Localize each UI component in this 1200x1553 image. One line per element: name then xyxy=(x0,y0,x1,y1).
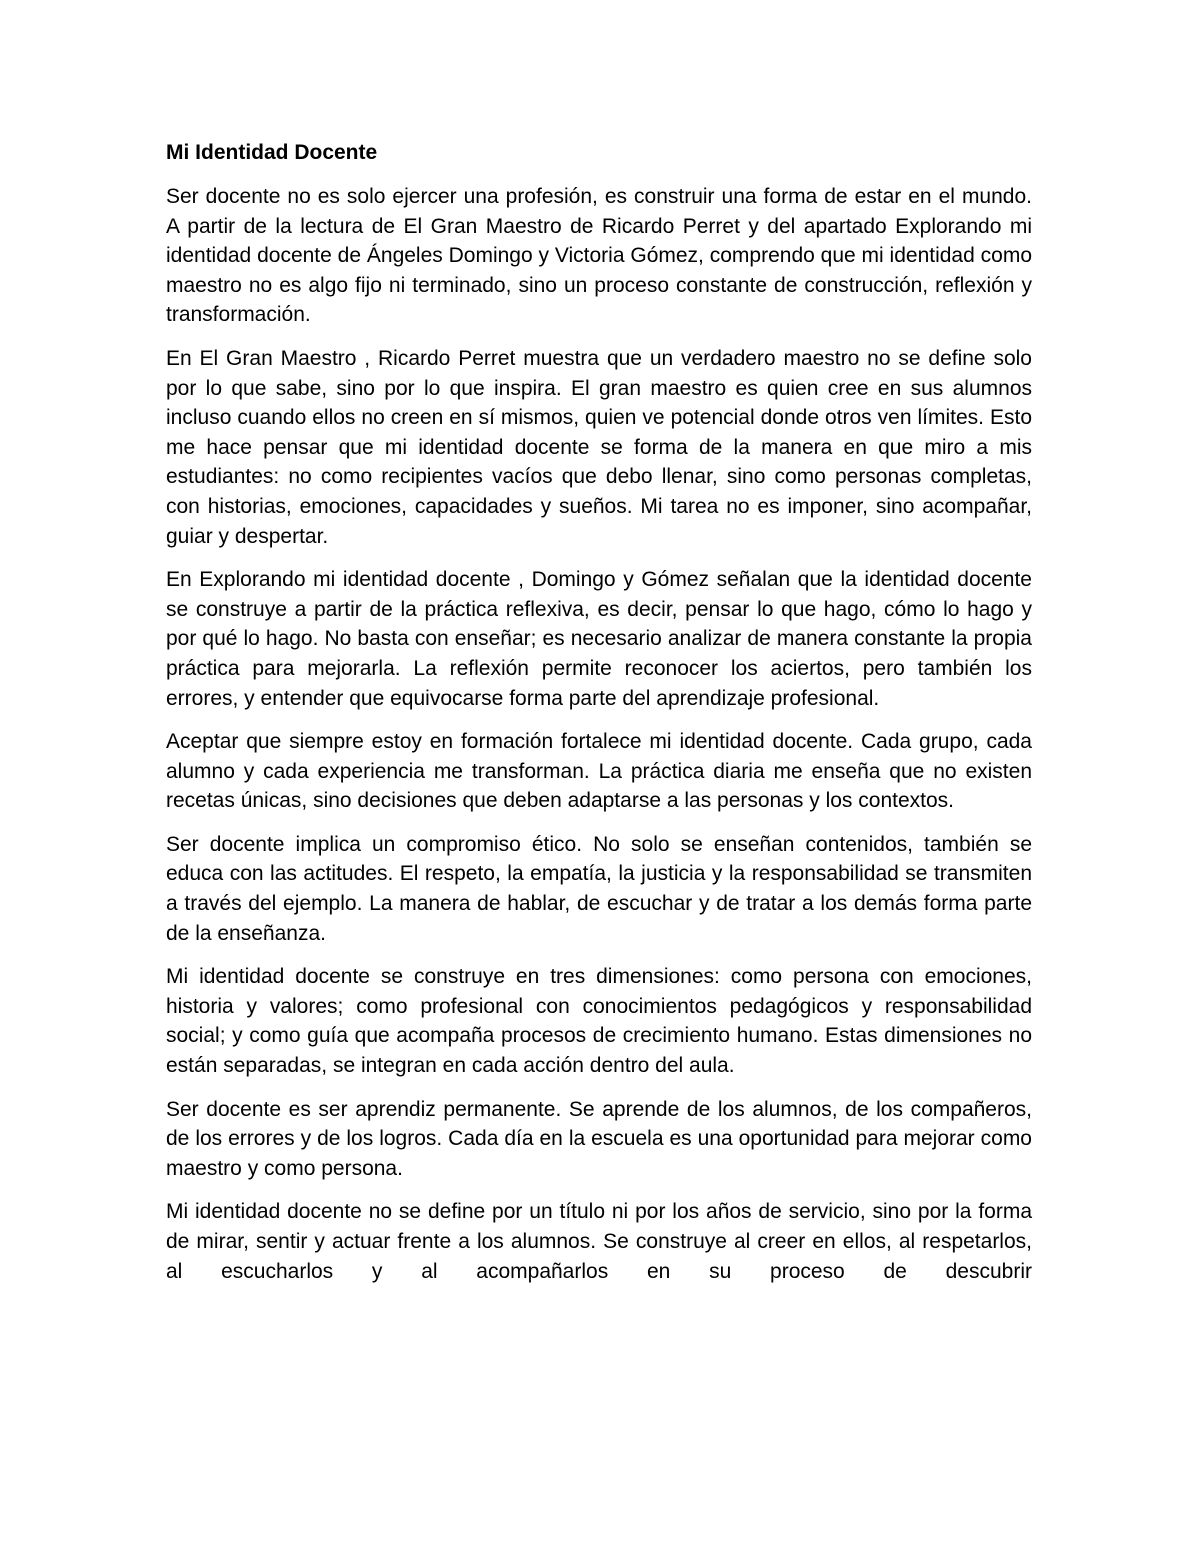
paragraph-conclusion: Mi identidad docente no se define por un título ni por los años de servicio, sino por la forma de mirar, sentir y actuar frente a los alumnos. Se construye al creer en ellos, al respetarlos, al escucharlos y al acompañarlos en su proceso de descubrir xyxy=(166,1200,1032,1283)
paragraph-gran-maestro: En El Gran Maestro , Ricardo Perret muestra que un verdadero maestro no se define solo por lo que sabe, sino por lo que inspira. El gran maestro es quien cree en sus alumnos incluso cuando ellos no creen en sí mismos, quien ve potencial donde otros ven límites. Esto me hace pensar que mi identidad docente se forma de la manera en que miro a mis estudiantes: no como recipientes vacíos que debo llenar, sino como personas completas, con historias, emociones, capacidades y sueños. Mi tarea no es imponer, sino acompañar, guiar y despertar. xyxy=(166,346,1032,548)
paragraph-aprendiz: Ser docente es ser aprendiz permanente. Se aprende de los alumnos, de los compañeros, de los errores y de los logros. Cada día en la escuela es una oportunidad para mejorar como maestro y como persona. xyxy=(166,1097,1032,1180)
document-page xyxy=(166,138,1032,1300)
paragraph-dimensiones: Mi identidad docente se construye en tres dimensiones: como persona con emociones, historia y valores; como profesional con conocimientos pedagógicos y responsabilidad social; y como guía que acompaña procesos de crecimiento humano. Estas dimensiones no están separadas, se integran en cada acción dentro del aula. xyxy=(166,965,1032,1078)
paragraph-compromiso-etico: Ser docente implica un compromiso ético. No solo se enseñan contenidos, también se educa con las actitudes. El respeto, la empatía, la justicia y la responsabilidad se transmiten a través del ejemplo. La manera de hablar, de escuchar y de tratar a los demás forma parte de la enseñanza. xyxy=(166,832,1032,945)
paragraph-intro: Ser docente no es solo ejercer una profesión, es construir una forma de estar en el mundo. A partir de la lectura de El Gran Maestro de Ricardo Perret y del apartado Explorando mi identidad docente de Ángeles Domingo y Victoria Gómez, comprendo que mi identidad como maestro no es algo fijo ni terminado, sino un proceso constante de construcción, reflexión y transformación. xyxy=(166,185,1032,327)
paragraph-explorando: En Explorando mi identidad docente , Domingo y Gómez señalan que la identidad docente se construye a partir de la práctica reflexiva, es decir, pensar lo que hago, cómo lo hago y por qué lo hago. No basta con enseñar; es necesario analizar de manera constante la propia práctica para mejorarla. La reflexión permite reconocer los aciertos, pero también los errores, y entender que equivocarse forma parte del aprendizaje profesional. xyxy=(166,568,1032,710)
document-title: Mi Identidad Docente xyxy=(166,141,378,164)
paragraph-formacion: Aceptar que siempre estoy en formación fortalece mi identidad docente. Cada grupo, cada alumno y cada experiencia me transforman. La práctica diaria me enseña que no existen recetas únicas, sino decisiones que deben adaptarse a las personas y los contextos. xyxy=(166,730,1032,813)
